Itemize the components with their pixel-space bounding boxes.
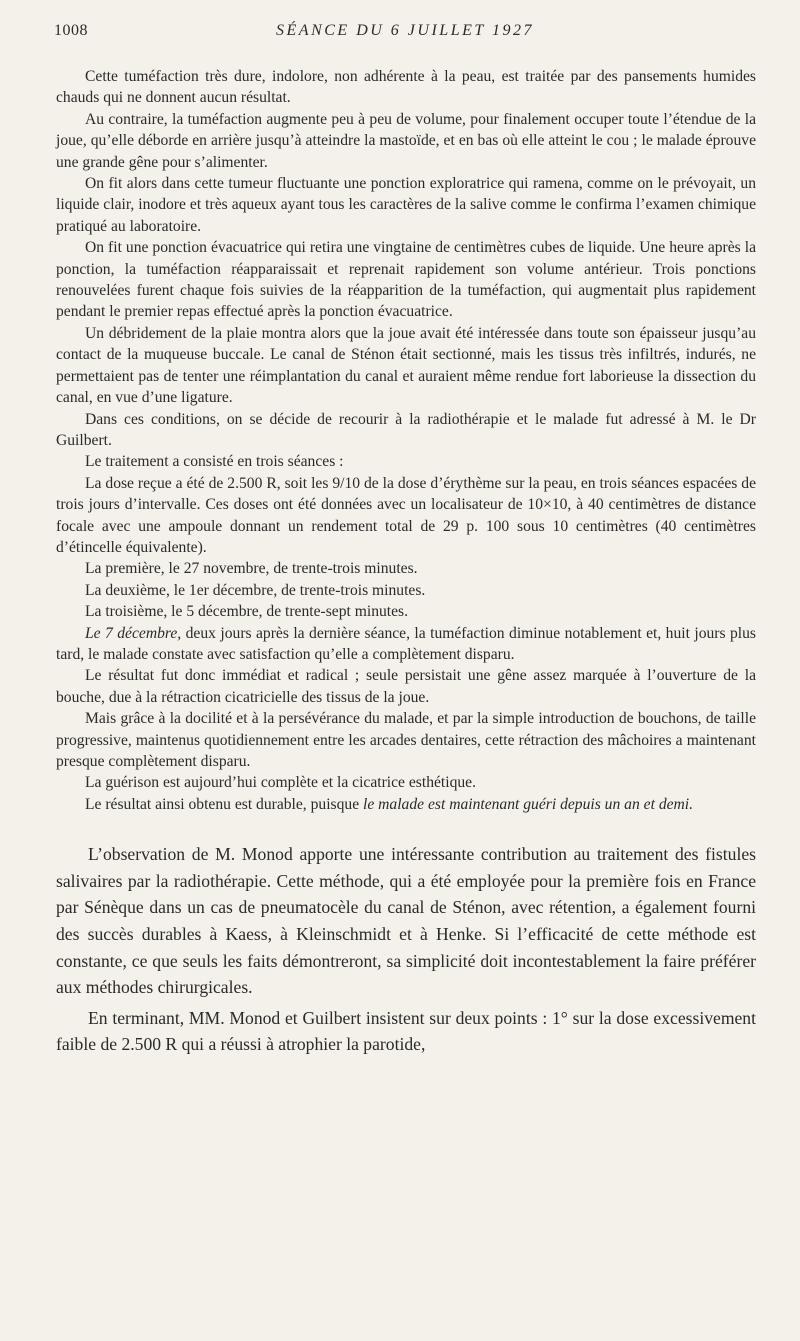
observation-paragraph: La dose reçue a été de 2.500 R, soit les 9/10 de la dose d’érythème sur la peau, en trois séances espacées de trois jours d’intervalle. Ces doses ont été données avec un localisateur de 10×10, à 40 centimètres de distance focale avec une ampoule donnant un rendement total de 29 p. 100 sous 10 centimètres (40 centimètres d’étincelle équivalente). bbox=[56, 474, 756, 556]
observation-paragraph: La deuxième, le 1er décembre, de trente-trois minutes. bbox=[85, 581, 426, 599]
observation-paragraph: Le résultat fut donc immédiat et radical ; seule persistait une gêne assez marquée à l’ouverture de la bouche, due à la rétraction cicatricielle des tissus de la joue. bbox=[56, 667, 756, 706]
observation-paragraph: Dans ces conditions, on se décide de recourir à la radiothérapie et le malade fut adressé à M. le Dr Guilbert. bbox=[56, 410, 756, 449]
observation-paragraph: On fit une ponction évacuatrice qui retira une vingtaine de centimètres cubes de liquide. Une heure après la ponction, la tuméfaction réapparaissait et reprenait rapidement son volume antérieur. Trois ponctions renouvelées furent chaque fois suivies de la réapparition de la tuméfaction, qui augmentait plus rapidement pendant le premier repas effectué après la ponction évacuatrice. bbox=[56, 239, 756, 321]
commentary-paragraph: L’observation de M. Monod apporte une intéressante contribution au traitement des fistules salivaires par la radiothérapie. Cette méthode, qui a été employée pour la première fois en France par Sénèque dans un cas de pneumatocèle du canal de Sténon, avec rétention, a également fourni des succès durables à Kaess, à Kleinschmidt et à Henke. Si l’efficacité de cette méthode est constante, ce que seuls les faits démontreront, sa simplicité doit incontestablement la faire préférer aux méthodes chirurgicales. bbox=[56, 844, 756, 998]
observation-paragraph: Mais grâce à la docilité et à la persévérance du malade, et par la simple introduction de bouchons, de taille progressive, maintenus quotidiennement entre les arcades dentaires, cette rétraction des mâchoires a maintenant presque complètement disparu. bbox=[56, 710, 756, 770]
commentary-paragraph: En terminant, MM. Monod et Guilbert insistent sur deux points : 1° sur la dose excessivement faible de 2.500 R qui a réussi à atrophier la parotide, bbox=[56, 1007, 756, 1055]
observation-paragraph: Le résultat ainsi obtenu est durable, puisque le malade est maintenant guéri depuis un an et demi. bbox=[85, 795, 694, 813]
observation-paragraph: Le 7 décembre, deux jours après la dernière séance, la tuméfaction diminue notablement et, huit jours plus tard, le malade constate avec satisfaction qu’elle a complètement disparu. bbox=[56, 624, 756, 663]
page-body bbox=[56, 66, 756, 1058]
observation-paragraph: Cette tuméfaction très dure, indolore, non adhérente à la peau, est traitée par des pansements humides chauds qui ne donnent aucun résultat. bbox=[56, 68, 756, 107]
observation-paragraph: Un débridement de la plaie montra alors que la joue avait été intéressée dans toute son épaisseur jusqu’au contact de la muqueuse buccale. Le canal de Sténon était sectionné, mais les tissus très infiltrés, indurés, ne permettaient pas de tenter une réimplantation du canal et auraient même rendue fort laborieuse la dissection du canal, en vue d’une ligature. bbox=[56, 324, 756, 407]
page-header bbox=[54, 22, 756, 44]
observation-paragraph: La première, le 27 novembre, de trente-trois minutes. bbox=[85, 560, 418, 578]
page-number: 1008 bbox=[54, 22, 88, 39]
observation-paragraph: La guérison est aujourd’hui complète et la cicatrice esthétique. bbox=[85, 774, 476, 792]
observation-paragraph: Au contraire, la tuméfaction augmente peu à peu de volume, pour finalement occuper toute l’étendue de la joue, qu’elle déborde en arrière jusqu’à atteindre la mastoïde, et en bas où elle atteint le cou ; le malade éprouve une grande gêne pour s’alimenter. bbox=[56, 110, 756, 171]
observation-paragraph: On fit alors dans cette tumeur fluctuante une ponction exploratrice qui ramena, comme on le prévoyait, un liquide clair, inodore et très aqueux ayant tous les caractères de la salive comme le confirma l’examen chimique pratiqué au laboratoire. bbox=[56, 175, 756, 235]
section-gap bbox=[56, 815, 756, 841]
observation-section bbox=[56, 66, 756, 815]
observation-paragraph: La troisième, le 5 décembre, de trente-sept minutes. bbox=[85, 603, 409, 621]
commentary-section bbox=[56, 841, 756, 1058]
observation-paragraph: Le traitement a consisté en trois séances : bbox=[85, 453, 344, 471]
running-title: SÉANCE DU 6 JUILLET 1927 bbox=[276, 22, 534, 39]
